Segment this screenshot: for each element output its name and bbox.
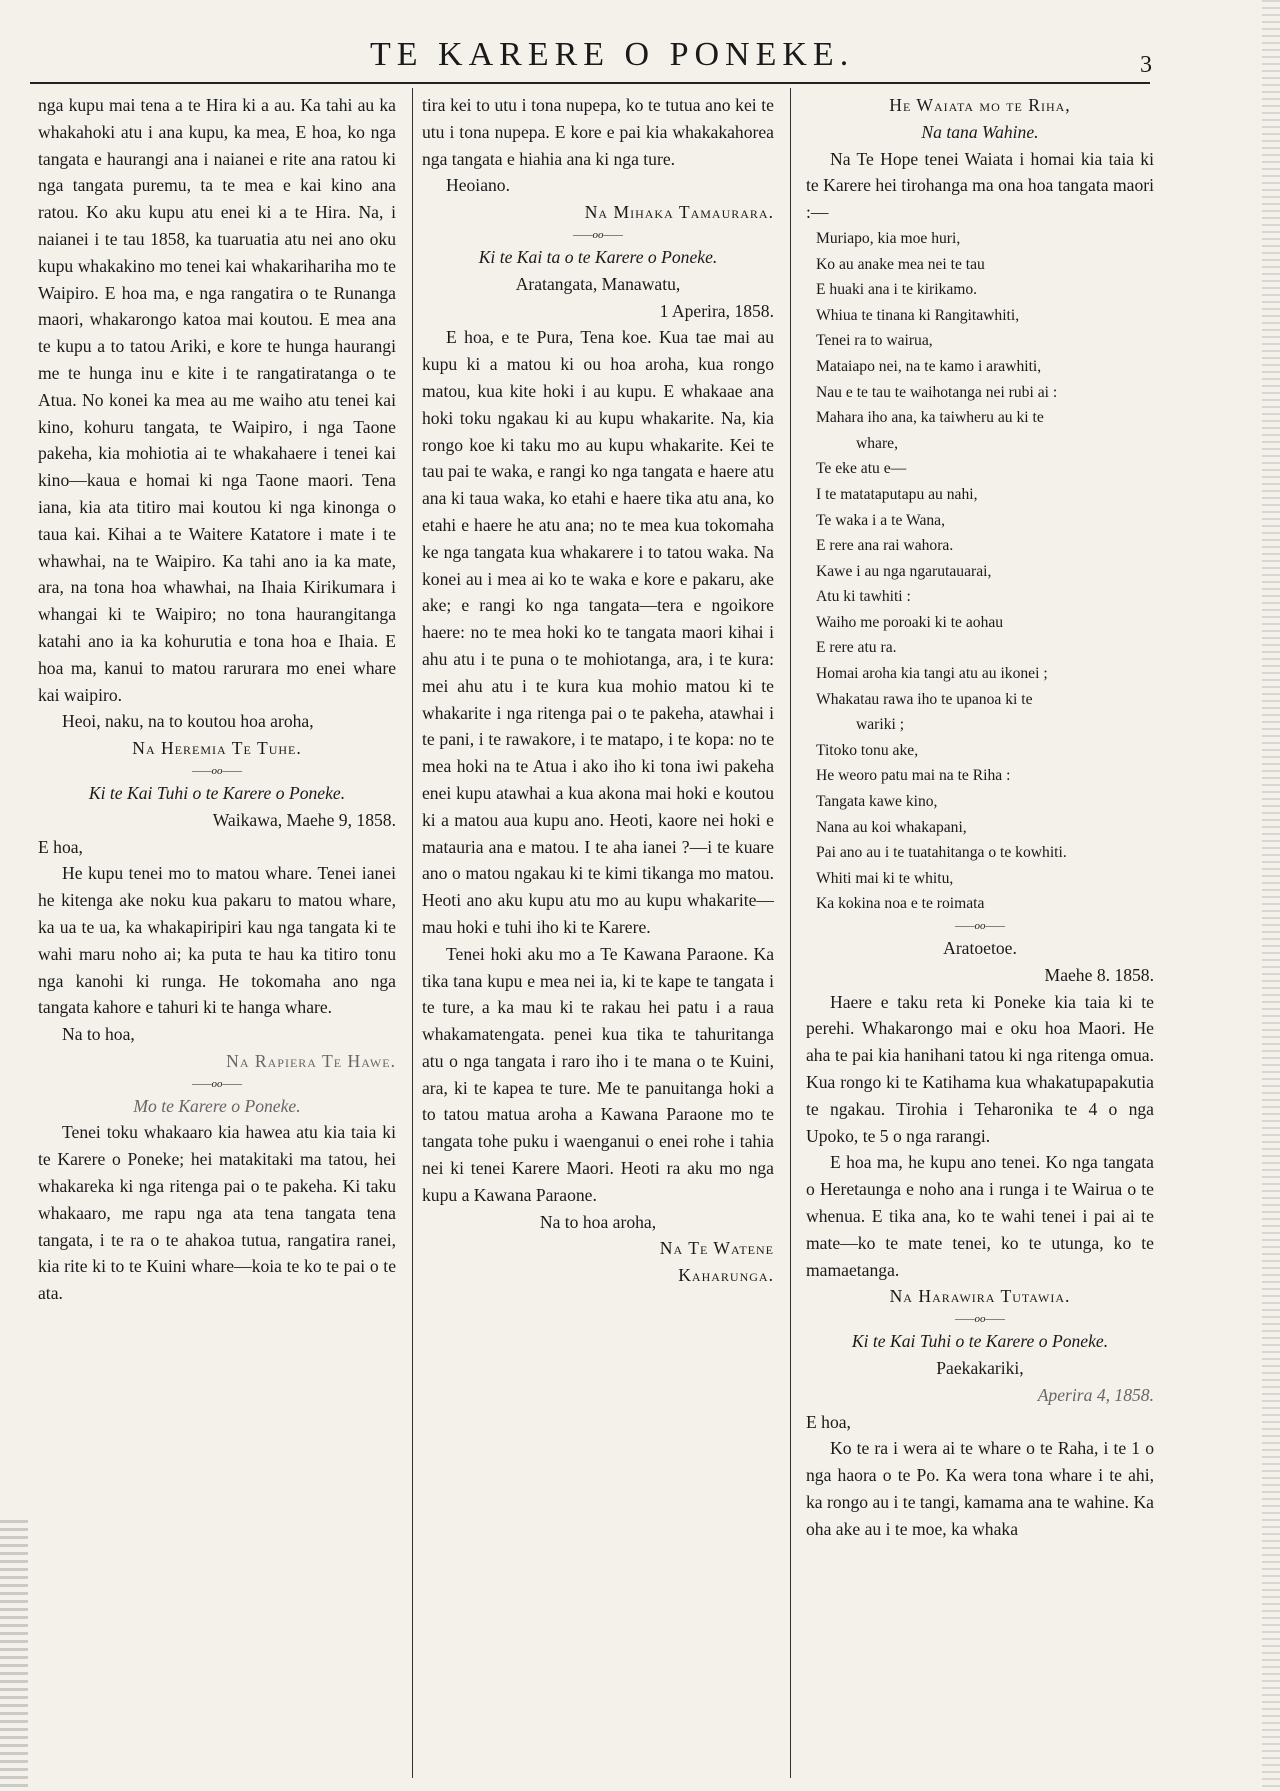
poem-line: whare, (856, 434, 898, 452)
col2-letter2-body-2: Tenei hoki aku mo a Te Kawana Paraone. Ka tika tana kupu e mea nei ia, ki te kape te tangata i te ture, a ka mau ki te rakau hei patu i a raua whakamatengata. penei kua tika te tahuritanga atu o nga tangata i raro iho i te mana o te Kuini, ara, ki te kapea te ture. Me te panuitanga hoki a to tatou matua aroha a Kawana Paraone mo te tangata tohe puku i waenganui o enei rohe i tahia nei ki tenei Karere Maori. Heoti ra aku mo nga kupu a Kawana Paraone. (422, 943, 774, 1205)
column-divider-2 (790, 88, 791, 1778)
col3-poem-body (806, 226, 1154, 917)
col2-letter2-signature-2: Kaharunga. (678, 1265, 774, 1286)
col2-letter2-date: 1 Aperira, 1858. (659, 300, 774, 321)
col3-letter3-date: Aperira 4, 1858. (1037, 1384, 1154, 1405)
col3-letter3-greeting: E hoa, (806, 1411, 851, 1432)
col3-letter2-place: Aratoetoe. (943, 938, 1017, 959)
col1-letter2-heading: Ki te Kai Tuhi o te Karere o Poneke. (88, 782, 346, 803)
poem-line: Tangata kawe kino, (816, 793, 938, 811)
col3-letter3-heading: Ki te Kai Tuhi o te Karere o Poneke. (851, 1331, 1109, 1352)
poem-line: E rere atu ra. (816, 639, 897, 657)
col3-letter3-place: Paekakariki, (936, 1357, 1024, 1378)
col2-divider: ——oo—— (572, 228, 624, 241)
poem-line: Kawe i au nga ngarutauarai, (816, 562, 992, 580)
column-2 (422, 92, 774, 1782)
poem-line: E huaki ana i te kirikamo. (816, 281, 978, 299)
col3-letter3-body: Ko te ra i wera ai te whare o te Raha, i te 1 o nga haora o te Po. Ka wera tona whare i te ahi, ka rongo au i te tangi, kamama ana te wahine. Ka oha ake au i te moe, ka whaka (806, 1438, 1154, 1539)
poem-line: Te waka i a te Wana, (816, 511, 945, 529)
column-3 (806, 92, 1154, 1782)
poem-line: Mahara iho ana, ka taiwheru au ki te (816, 409, 1044, 427)
header-rule (30, 82, 1150, 84)
poem-line: Waiho me poroaki ki te aohau (816, 613, 1004, 631)
col3-letter2-body: Haere e taku reta ki Poneke kia taia ki te perehi. Whakarongo mai e oku hoa Maori. He aha te pai kia hanihani tatou ki nga ritenga omua. Kua rongo ki te Katihama kua whakatupapakutia te ngakau. Tirohia i Teharonika te 4 o nga Upoko, te 5 o nga rarangi. (806, 991, 1154, 1146)
poem-line: Homai aroha kia tangi atu au ikonei ; (816, 665, 1048, 683)
poem-line: Muriapo, kia moe huri, (816, 229, 961, 247)
col2-paragraph-1: tira kei to utu i tona nupepa, ko te tutua ano kei te utu i tona nupepa. E kore e pai kia whakakahorea nga tangata e hiahia ana ki nga ture. (422, 95, 774, 169)
col2-letter2-body: E hoa, e te Pura, Tena koe. Kua tae mai au kupu ki a matou ki ou hoa aroha, kua rongo matou, kua kite hoki i au kupu. E whakaae ana hoki toku ngakau ki au kupu whakarite. Na, kia rongo koe ki taku mo au kupu whakarite. Kei te tau pai te waka, e rangi ko nga tangata e haere atu ana ki taua waka, ko etahi e haere tika atu ana, ko etahi e haere he atu ana; no te mea kua tokomaha ke nga tangata kua whakarere i to tatou waka. Na konei au i mea ai ko te waka e kore e pakaru, ake ake; e rangi ko nga tangata—tera e ngoikore haere: no te mea hoki ko te tangata maori kihai i ahu atu i te puna o te mohiotanga, ara, i te kura: mei ahu atu i te kura kua mohio matou ki te whakarite i nga ritenga pai o te pakeha, atawhai i te pani, i te rawakore, i te matapo, i te kopa: no te mea hoki na te Atua i ako iho ki tona iwi pakeha enei kupu atawhai a kua akona mai hoki e koutou ki a matou aua kupu ano. Heoti, kaore nei hoki e matauria ana e matou. I te aha ianei ?—i te kuare ano o matou ngakau ki te kimi tikanga mo matou. Heoti ano aku kupu atu mo au kupu whakarite—mau hoki e tuhi iho ki te Karere. (422, 327, 774, 937)
poem-line: Whiti mai ki te whitu, (816, 869, 954, 887)
col1-signature: Na Heremia Te Tuhe. (132, 738, 302, 759)
col1-letter2-greeting: E hoa, (38, 836, 83, 857)
col1-letter2-body: He kupu tenei mo to matou whare. Tenei ianei he kitenga ake noku kua pakaru to matou whare, ka ua te ua, ka whakapiripiri kau nga tangata ki te wahi maru noho ai; ka puta te hau ka titiro tonu nga kanohi ki runga. He tokomaha ano nga tangata kahore e tahuri ki te hanga whare. (38, 863, 396, 1018)
col1-closing: Heoi, naku, na to koutou hoa aroha, (62, 711, 314, 732)
poem-line: Ka kokina noa e te roimata (816, 895, 985, 913)
poem-line: Atu ki tawhiti : (816, 588, 911, 606)
col2-signature: Na Mihaka Tamaurara. (584, 202, 774, 223)
col3-poem-title: He Waiata mo te Riha, (889, 95, 1071, 115)
poem-line: Tenei ra to wairua, (816, 332, 933, 350)
poem-line: Nau e te tau te waihotanga nei rubi ai : (816, 383, 1058, 401)
poem-line: Nana au koi whakapani, (816, 818, 967, 836)
col3-letter2-signature: Na Harawira Tutawia. (889, 1286, 1071, 1307)
poem-line: E rere ana rai wahora. (816, 537, 954, 555)
col1-letter2-signature: Na Rapiera Te Hawe. (226, 1050, 396, 1071)
col1-letter2-closing: Na to hoa, (62, 1024, 135, 1045)
poem-line: Ko au anake mea nei te tau (816, 255, 985, 273)
scan-edge-right (1262, 0, 1280, 1791)
poem-line: wariki ; (856, 716, 905, 734)
column-divider-1 (412, 88, 413, 1778)
col2-letter2-signature-1: Na Te Watene (659, 1238, 774, 1259)
col2-closing: Heoiano. (446, 175, 511, 196)
col2-letter2-heading: Ki te Kai ta o te Karere o Poneke. (478, 246, 718, 267)
poem-line: Titoko tonu ake, (816, 741, 919, 759)
poem-line: I te matataputapu au nahi, (816, 485, 978, 503)
col3-poem-author: Na tana Wahine. (921, 121, 1039, 142)
masthead-title: TE KARERE O PONEKE. (370, 36, 855, 73)
col1-letter2-place: Waikawa, Maehe 9, 1858. (212, 809, 396, 830)
col2-letter2-closing: Na to hoa aroha, (539, 1211, 657, 1232)
poem-line: Whakatau rawa iho te upanoa ki te (816, 690, 1033, 708)
col1-paragraph-1: nga kupu mai tena a te Hira ki a au. Ka tahi au ka whakahoki atu i ana kupu, ka mea, E hoa, ko nga tangata e haurangi ana i naianei e rite ana ratou ki nga tangata puremu, ta te mea e kai kino ana ratou. Ko aku kupu atu enei ki a te Hira. Na, i naianei i te tau 1858, ka tuaruatia atu nei ano oku kupu whakakino mo tenei kai whakarihariha mo te Waipiro. E hoa ma, e nga rangatira o te Runanga maori, whakarongo katoa mai koutou. E mea ana te kupu a to tatou Ariki, e kore te hunga haurangi me te hunga inu e kite i te rangatiratanga o te Atua. No konei ka mea au me waiho atu tenei kai kino, kohuru tangata, te Waipiro, i nga Taone pakeha, kia mohiotia ai te whakahaere i tenei kai kino—kaua e homai ki nga Taone maori. Tena iana, kia ata titiro mai koutou ki nga kinonga o taua kai. Kihai a te Waitere Katatore i mate i te whawhai, na te Waipiro. Ka tahi ano ia ka mate, ara, na tona hoa whawhai, na Ihaia Kirikumara i whangai ki te Waipiro; no tona haurangitanga katahi ano ia ka kohurutia e tona hoa e Ihaia. E hoa ma, kanui to matou rarurara mo enei whare kai waipiro. (38, 95, 396, 705)
col1-letter3-heading: Mo te Karere o Poneke. (133, 1095, 301, 1116)
col3-divider-2: ——oo—— (954, 1313, 1006, 1326)
col1-divider: ——oo—— (191, 764, 243, 777)
col3-poem-intro: Na Te Hope tenei Waiata i homai kia taia ki te Karere hei tirohanga ma ona hoa tangata maori :— (806, 148, 1154, 223)
col3-letter2-date: Maehe 8. 1858. (1044, 964, 1154, 985)
poem-line: Pai ano au i te tuatahitanga o te kowhiti. (816, 844, 1067, 862)
poem-line: Mataiapo nei, na te kamo i arawhiti, (816, 357, 1042, 375)
masthead (0, 28, 1280, 78)
page-number: 3 (1140, 52, 1152, 78)
column-1 (38, 92, 396, 1782)
col1-letter3-body: Tenei toku whakaaro kia hawea atu kia taia ki te Karere o Poneke; hei matakitaki ma tatou, hei whakareka ki nga ritenga pai o te pakeha. Ki taku whakaaro, me rapu nga ata tena tangata tena tangata, i te ra o te ahakoa tutua, rangatira ranei, kia rite ki to te Kuini whare—koia te ko te pai o te ata. (38, 1122, 396, 1304)
poem-line: Te eke atu e— (816, 460, 907, 478)
col1-divider-2: ——oo—— (191, 1077, 243, 1090)
col2-letter2-place: Aratangata, Manawatu, (515, 273, 681, 294)
poem-line: He weoro patu mai na te Riha : (816, 767, 1011, 785)
col3-letter2-body-2: E hoa ma, he kupu ano tenei. Ko nga tangata o Heretaunga e noho ana i runga i te Wairua o te whenua. E tika ana, ko te wahi tenei i pai ai te mate—ko te mate tenei, ko te utunga, ko te mamaetanga. (806, 1152, 1154, 1280)
scan-edge-left (0, 1520, 28, 1791)
poem-line: Whiua te tinana ki Rangitawhiti, (816, 306, 1020, 324)
col3-divider: ——oo—— (954, 920, 1006, 933)
